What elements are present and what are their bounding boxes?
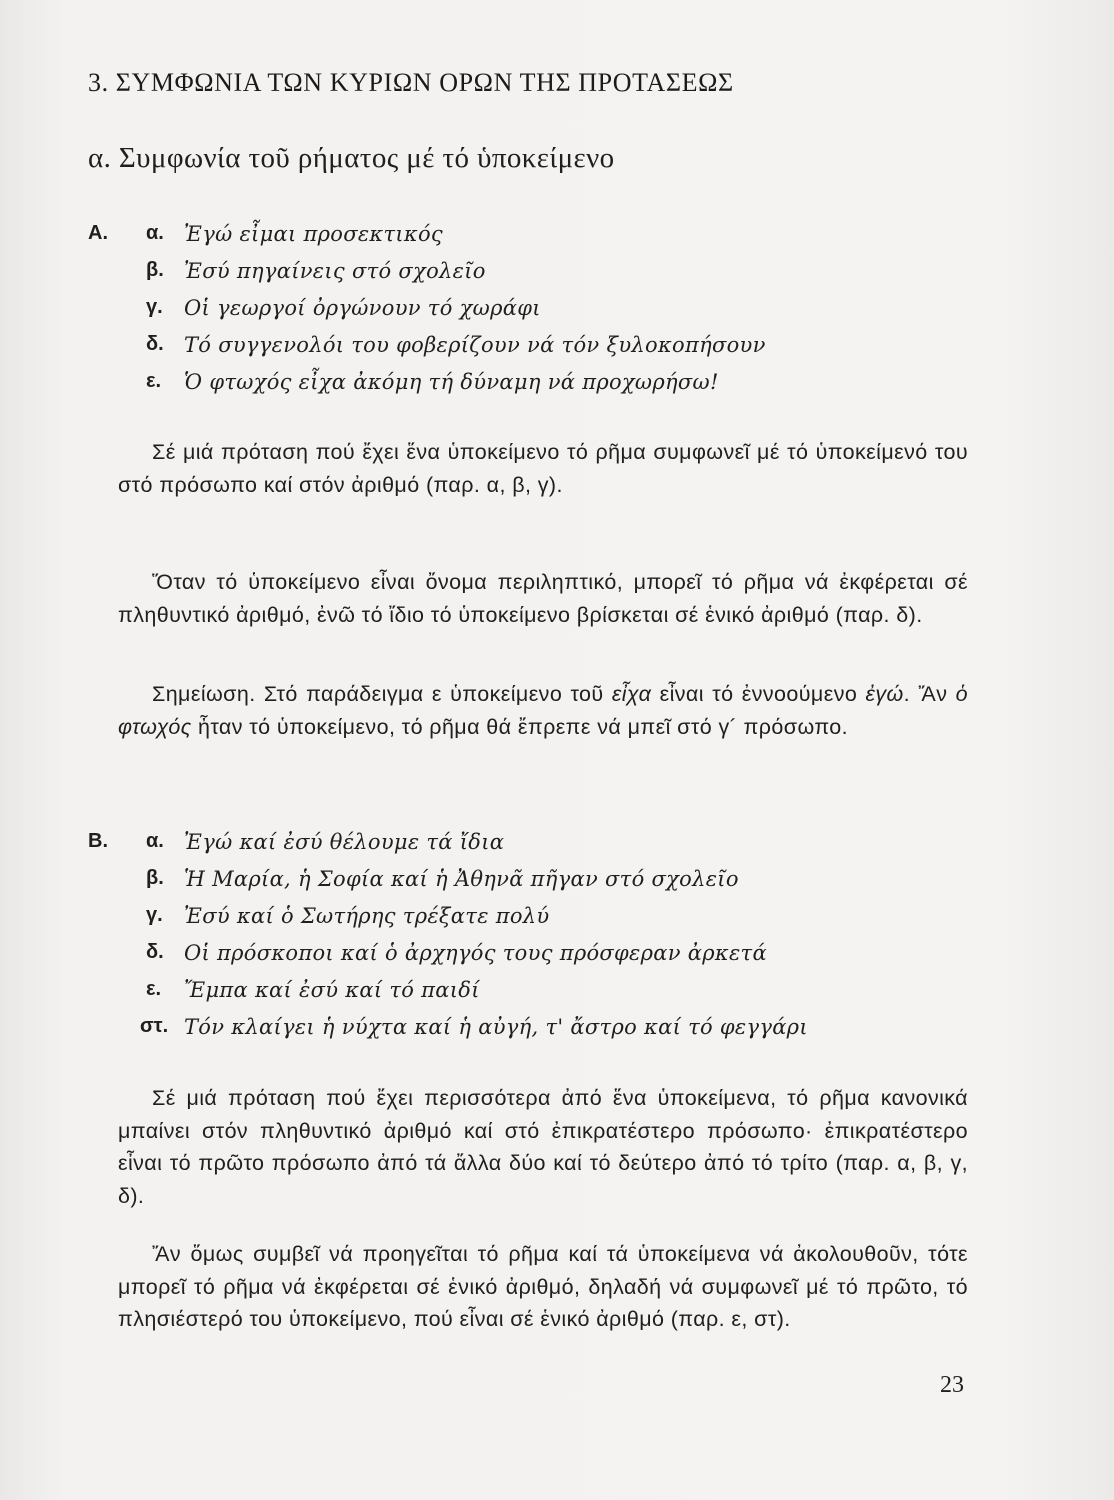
example-text: Ἐσύ πηγαίνεις στό σχολεῖο — [184, 259, 486, 283]
example-text: Τό συγγενολόι του φοβερίζουν νά τόν ξυλοκοπήσουν — [184, 333, 766, 357]
example-marker: γ. — [146, 296, 163, 318]
example-marker: α. — [146, 830, 164, 852]
section-heading: 3. ΣΥΜΦΩΝΙΑ ΤΩΝ ΚΥΡΙΩΝ ΟΡΩΝ ΤΗΣ ΠΡΟΤΑΣΕΩΣ — [88, 68, 734, 97]
example-marker: δ. — [146, 941, 164, 963]
note-mid: εἶναι τό ἐννοούμενο — [651, 682, 866, 706]
paragraph-text: Σέ μιά πρόταση πού ἔχει ἕνα ὑποκείμενο τό ρῆμα συμφωνεῖ μέ τό ὑποκείμενό του στό πρόσωπο καί στόν ἀριθμό (παρ. α, β, γ). — [118, 440, 968, 497]
paragraph-multiple-subjects — [118, 1082, 968, 1212]
paragraph-collective-noun — [118, 566, 968, 631]
example-marker: στ. — [140, 1015, 169, 1037]
example-text: Τόν κλαίγει ἡ νύχτα καί ἡ αὐγή, τ' ἄστρο καί τό φεγγάρι — [184, 1015, 808, 1039]
example-text: Ἡ Μαρία, ἡ Σοφία καί ἡ Ἀθηνᾶ πῆγαν στό σχολεῖο — [184, 867, 739, 891]
note-emphasis: ἐγώ — [865, 682, 904, 706]
example-text: Ἐσύ καί ὁ Σωτήρης τρέξατε πολύ — [184, 904, 550, 928]
example-text: Οἱ γεωργοί ὀργώνουν τό χωράφι — [184, 296, 541, 320]
example-marker: δ. — [146, 333, 164, 355]
example-text: Ἐγώ εἶμαι προσεκτικός — [184, 222, 443, 246]
note-emphasis: ὁ φτωχός — [118, 682, 968, 739]
subsection-heading: α. Συμφωνία τοῦ ρήματος μέ τό ὑποκείμενο — [88, 142, 615, 174]
note-mid: . Ἄν — [903, 682, 956, 706]
paragraph-agreement-single — [118, 436, 968, 501]
example-text: Ἐγώ καί ἐσύ θέλουμε τά ἴδια — [184, 830, 505, 854]
note-paragraph — [118, 678, 968, 743]
page-number: 23 — [940, 1372, 964, 1398]
paragraph-text: Ὅταν τό ὑποκείμενο εἶναι ὄνομα περιληπτικό, μπορεῖ τό ρῆμα νά ἐκφέρεται σέ πληθυντικό ἀριθμό, ἐνῶ τό ἴδιο τό ὑποκείμενο βρίσκεται σέ ἑνικό ἀριθμό (παρ. δ). — [118, 570, 968, 627]
group-label: Β. — [88, 830, 108, 852]
example-text: Ἔμπα καί ἐσύ καί τό παιδί — [184, 978, 480, 1002]
example-marker: γ. — [146, 904, 163, 926]
note-tail: ἦταν τό ὑποκείμενο, τό ρῆμα θά ἔπρεπε νά μπεῖ στό γ´ πρόσωπο. — [191, 714, 848, 739]
note-lead: Σημείωση. Στό παράδειγμα ε ὑποκείμενο τοῦ — [152, 682, 612, 706]
example-marker: ε. — [146, 978, 162, 1000]
example-marker: ε. — [146, 370, 162, 392]
paragraph-text: Ἄν ὅμως συμβεῖ νά προηγεῖται τό ρῆμα καί τά ὑποκείμενα νά ἀκολουθοῦν, τότε μπορεῖ τό ρῆμα νά ἐκφέρεται σέ ἑνικό ἀριθμό, δηλαδή νά συμφωνεῖ μέ τό πρῶτο, τό πλησιέστερό του ὑποκείμενο, πού εἶναι σέ ἑνικό ἀριθμό (παρ. ε, στ). — [118, 1242, 968, 1331]
paragraph-verb-first — [118, 1238, 968, 1336]
example-marker: β. — [146, 867, 164, 889]
group-label: Α. — [88, 222, 108, 244]
example-text: Οἱ πρόσκοποι καί ὁ ἀρχηγός τους πρόσφεραν ἀρκετά — [184, 941, 767, 965]
note-emphasis: εἶχα — [611, 682, 652, 706]
example-text: Ὁ φτωχός εἶχα ἀκόμη τή δύναμη νά προχωρήσω! — [184, 370, 719, 394]
example-marker: β. — [146, 259, 164, 281]
note-text — [118, 678, 968, 743]
paragraph-text: Σέ μιά πρόταση πού ἔχει περισσότερα ἀπό ἕνα ὑποκείμενα, τό ρῆμα κανονικά μπαίνει στόν πληθυντικό ἀριθμό καί στό ἐπικρατέστερο πρόσωπο· ἐπικρατέστερο εἶναι τό πρῶτο πρόσωπο ἀπό τά ἄλλα δύο καί τό δεύτερο ἀπό τό τρίτο (παρ. α, β, γ, δ). — [118, 1086, 968, 1208]
example-marker: α. — [146, 222, 164, 244]
